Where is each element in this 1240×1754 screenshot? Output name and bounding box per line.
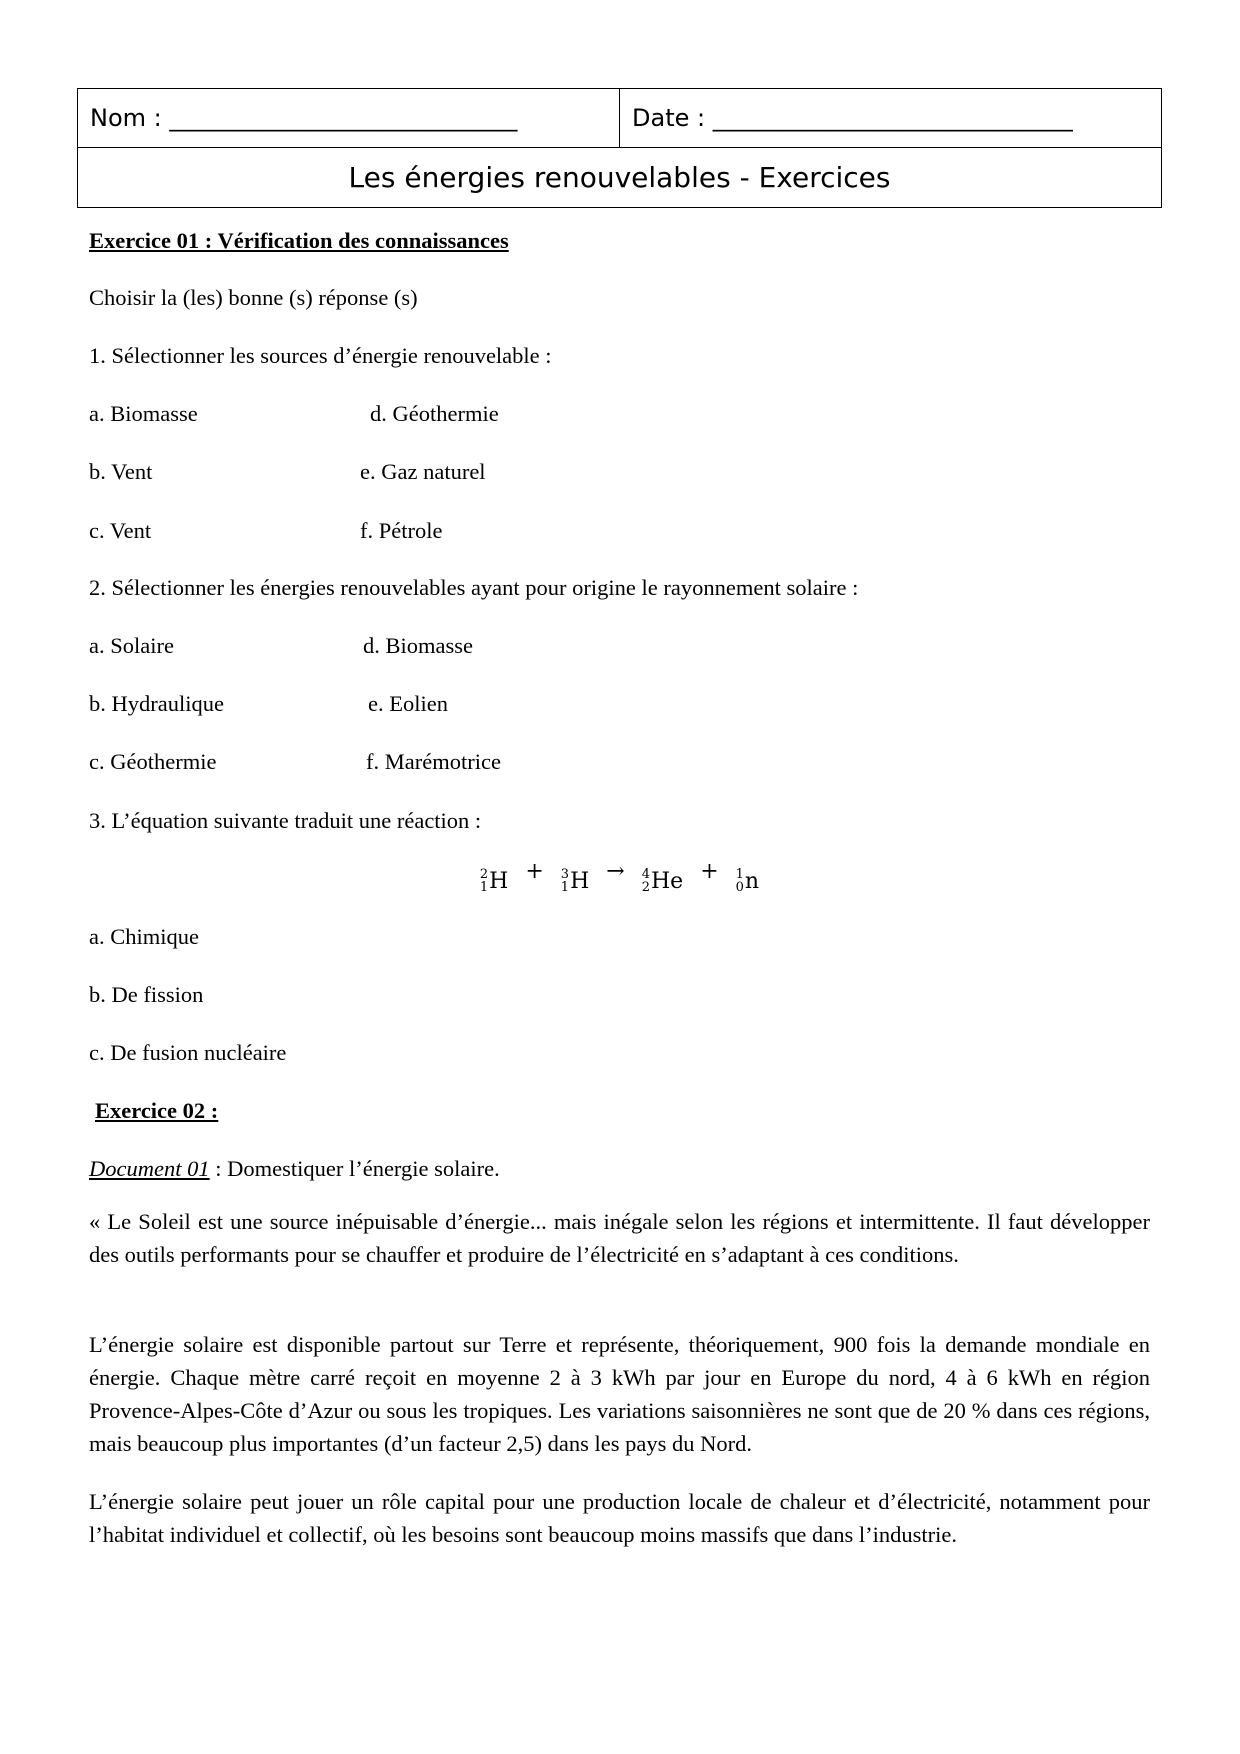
q2-option-c[interactable]: c. Géothermie: [89, 749, 217, 774]
q2-option-b[interactable]: b. Hydraulique: [89, 691, 224, 716]
nuclide-helium: 4 2 He: [641, 867, 684, 895]
document-title: Les énergies renouvelables - Exercices: [78, 148, 1162, 208]
paragraph-3: L’énergie solaire peut jouer un rôle capital pour une production locale de chaleur et d’électricité, notamment pour l’habitat individuel et collectif, où les besoins sont beaucoup moins massifs que dans l’industrie.: [89, 1489, 1150, 1547]
q1-option-f[interactable]: f. Pétrole: [360, 518, 443, 543]
q1-option-b[interactable]: b. Vent: [89, 459, 153, 484]
plus-sign: +: [525, 859, 544, 884]
q1-question: 1. Sélectionner les sources d’énergie renouvelable :: [89, 343, 552, 368]
q3-option-a[interactable]: a. Chimique: [89, 924, 199, 949]
q1-option-c[interactable]: c. Vent: [89, 518, 152, 543]
exercise1-instruction: Choisir la (les) bonne (s) réponse (s): [89, 285, 418, 310]
nuclide-deuterium: 2 1 H: [479, 867, 509, 895]
document-subtitle: : Domestiquer l’énergie solaire.: [209, 1156, 500, 1181]
q2-option-f[interactable]: f. Marémotrice: [366, 749, 501, 774]
paragraph-1: « Le Soleil est une source inépuisable d’énergie... mais inégale selon les régions et intermittente. Il faut développer des outils performants pour se chauffer et produire de l’électricité en s’adaptant à ces conditions.: [89, 1209, 1150, 1267]
nuclide-neutron: 1 0 n: [735, 867, 760, 895]
nuclear-equation: [89, 859, 1150, 894]
q1-option-d[interactable]: d. Géothermie: [370, 401, 499, 426]
exercise2-title: Exercice 02 :: [95, 1098, 219, 1123]
document-label: Document 01: [89, 1156, 210, 1181]
paragraph-2: L’énergie solaire est disponible partout sur Terre et représente, théoriquement, 900 fois la demande mondiale en énergie. Chaque mètre carré reçoit en moyenne 2 à 3 kWh par jour en Europe du nord, 4 à 6 kWh en région Provence-Alpes-Côte d’Azur ou sous les tropiques. Les variations saisonnières ne sont que de 20 % dans ces régions, mais beaucoup plus importantes (d’un facteur 2,5) dans les pays du Nord.: [89, 1332, 1150, 1456]
arrow-sign: →: [606, 859, 625, 884]
q2-question: 2. Sélectionner les énergies renouvelables ayant pour origine le rayonnement solaire :: [89, 575, 859, 600]
date-field[interactable]: Date : ______________________________: [620, 89, 1162, 148]
nuclide-tritium: 3 1 H: [560, 867, 590, 895]
plus-sign: +: [700, 859, 719, 884]
exercise1-title: Exercice 01 : Vérification des connaissances: [89, 228, 509, 253]
q1-option-e[interactable]: e. Gaz naturel: [360, 459, 486, 484]
q3-option-b[interactable]: b. De fission: [89, 982, 204, 1007]
header-table: [77, 88, 1162, 208]
q2-option-d[interactable]: d. Biomasse: [363, 633, 473, 658]
q2-option-e[interactable]: e. Eolien: [368, 691, 448, 716]
q2-option-a[interactable]: a. Solaire: [89, 633, 174, 658]
document-heading: [89, 1156, 500, 1182]
q3-option-c[interactable]: c. De fusion nucléaire: [89, 1040, 287, 1065]
nom-field[interactable]: Nom : _____________________________: [78, 89, 620, 148]
q1-option-a[interactable]: a. Biomasse: [89, 401, 198, 426]
q3-question: 3. L’équation suivante traduit une réaction :: [89, 808, 482, 833]
